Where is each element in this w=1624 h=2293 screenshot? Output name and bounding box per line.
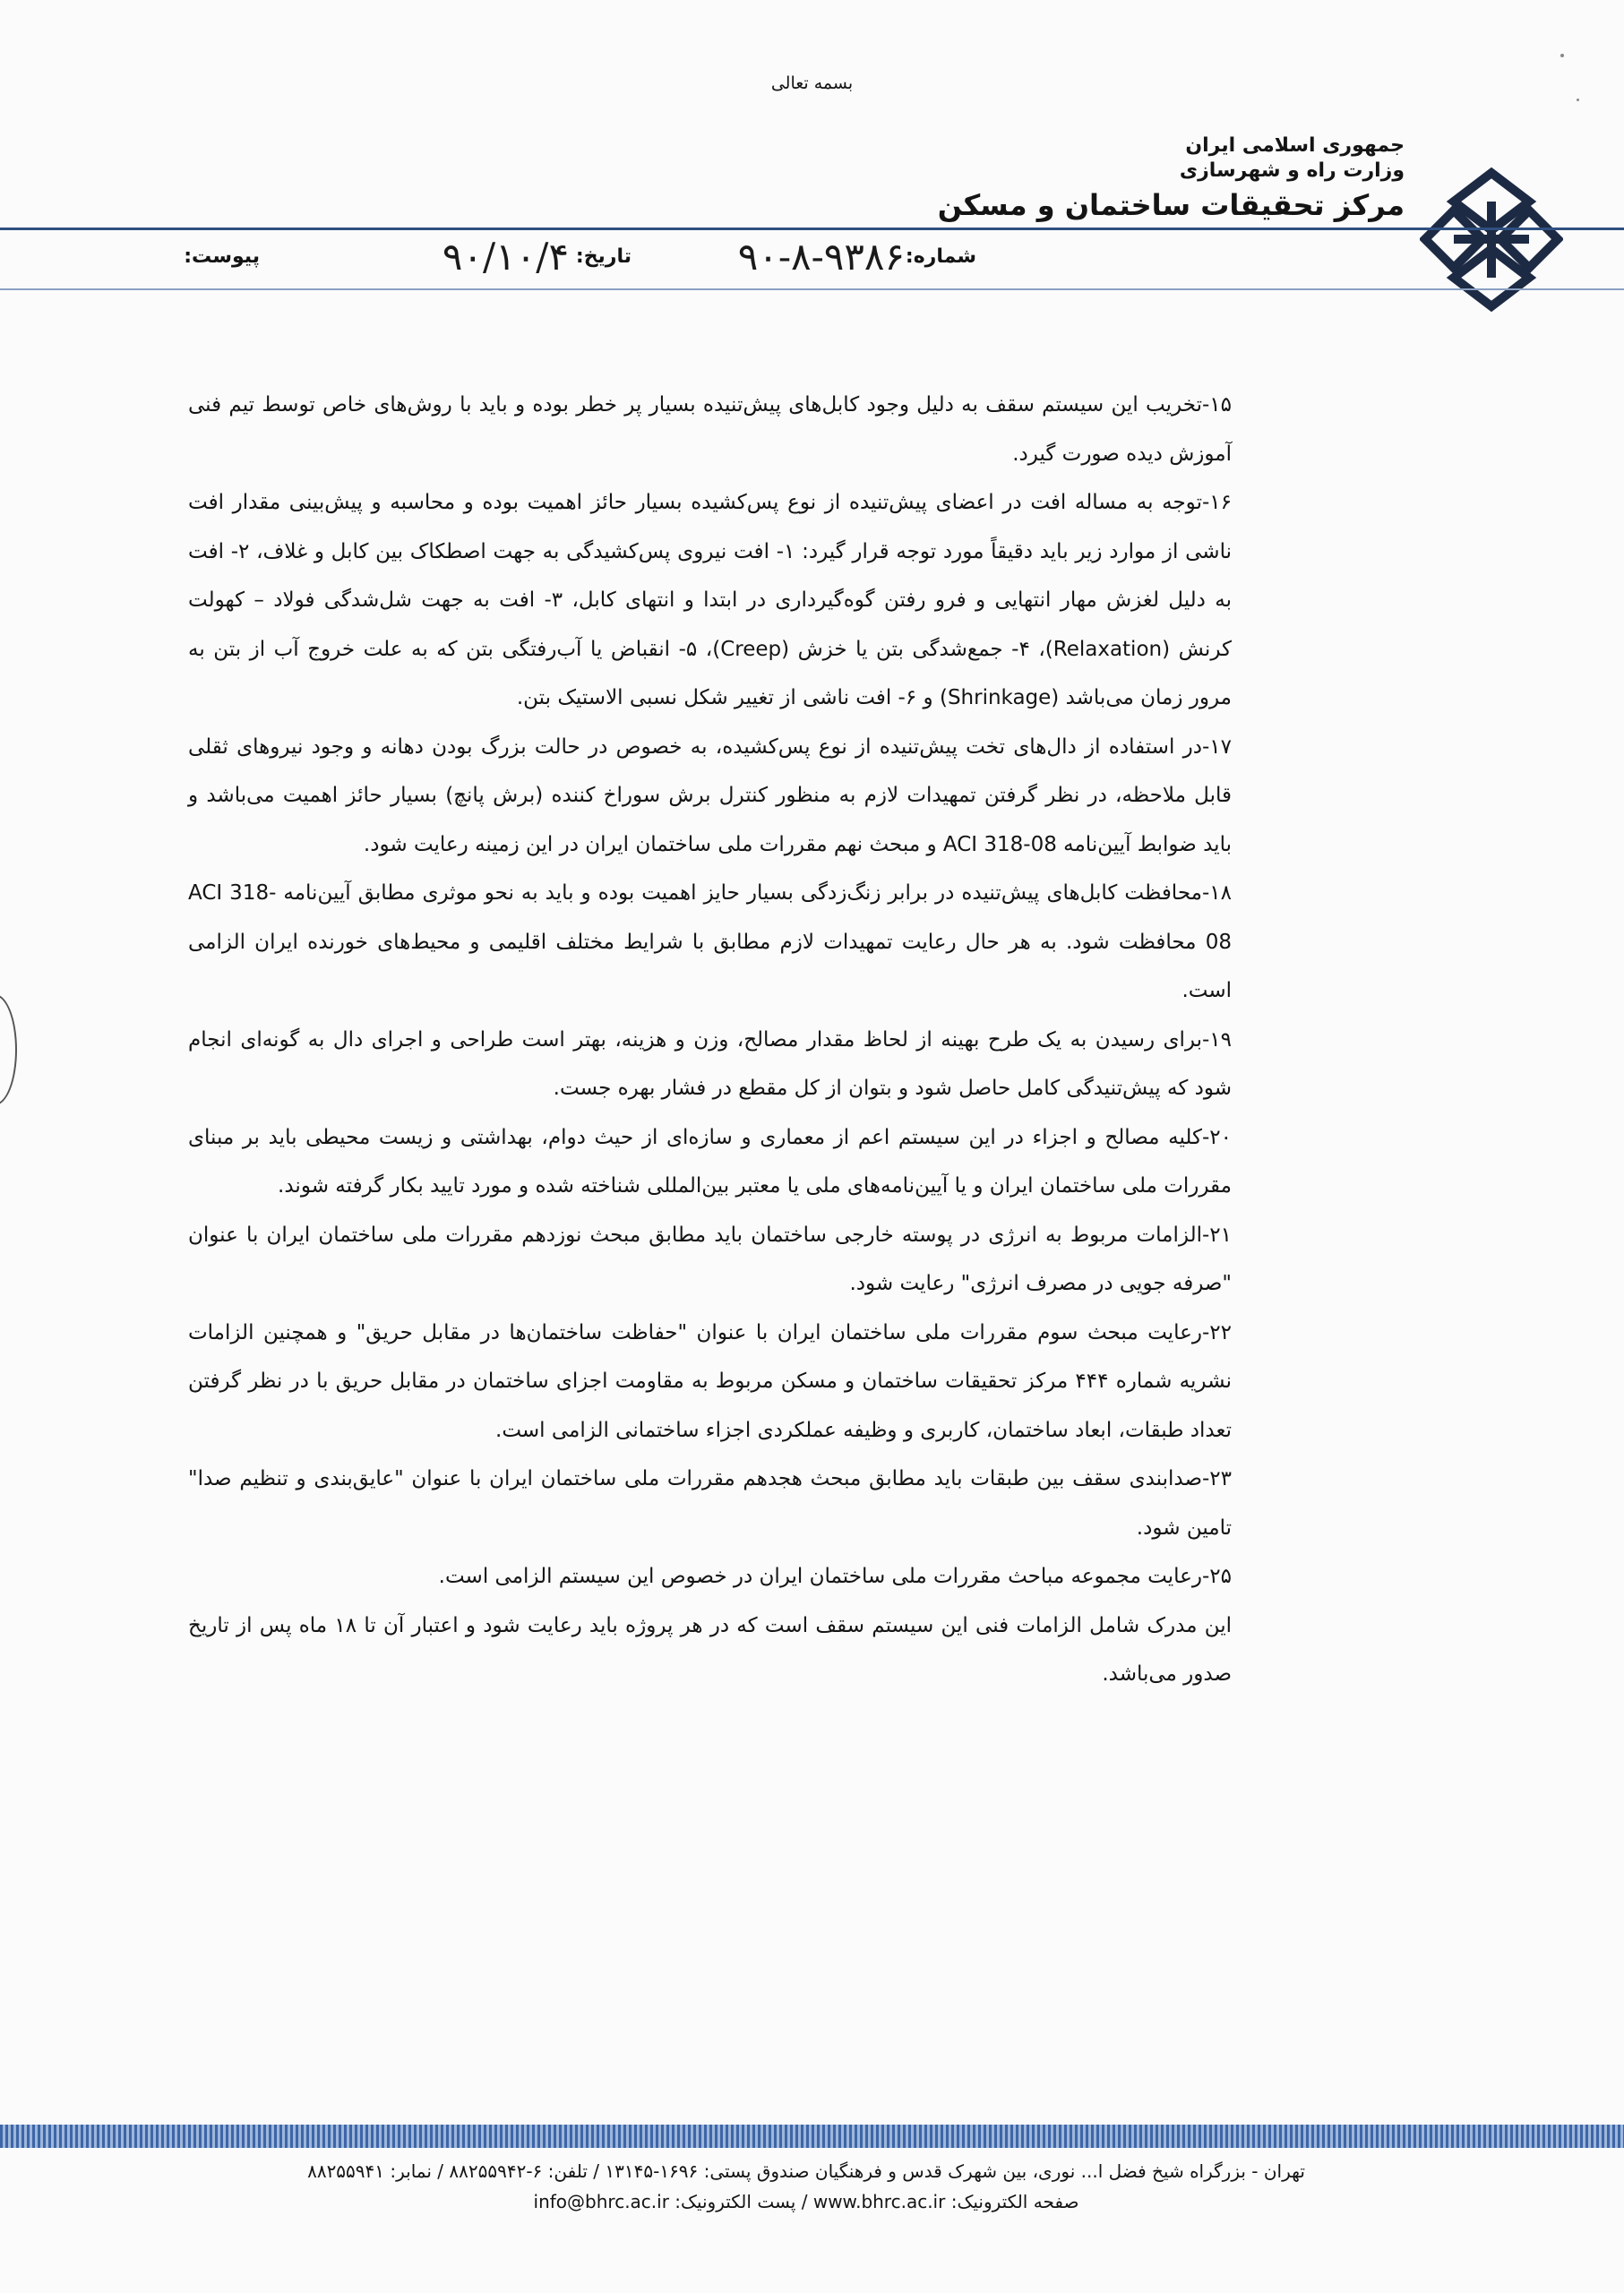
org-ministry: وزارت راه و شهرسازی	[1179, 159, 1405, 182]
clause-18: ۱۸-محافظت کابل‌های پیش‌تنیده در برابر زنگ‌زدگی بسیار حایز اهمیت بوده و باید به نحو موثری مطابق آیین‌نامه ACI 318-08 محافظت شود. به هر حال رعایت تمهیدات لازم مطابق با شرایط مختلف اقلیمی و محیط‌های خورنده ایران الزامی است.	[188, 881, 1233, 1002]
clause-16: ۱۶-توجه به مساله افت در اعضای پیش‌تنیده از نوع پس‌کشیده بسیار حائز اهمیت بوده و محاسبه و پیش‌بینی مقدار افت ناشی از موارد زیر باید دقیقاً مورد توجه قرار گیرد: ۱- افت نیروی پس‌کشیدگی به جهت اصطکاک بین کابل و غلاف، ۲- افت به دلیل لغزش مهار انتهایی و فرو رفتن گوه‌گیرداری در ابتدا و انتهای کابل، ۳- افت به جهت شل‌شدگی فولاد – کهولت کرنش (Relaxation)، ۴- جمع‌شدگی بتن یا خزش (Creep)، ۵- انقباض یا آب‌رفتگی بتن که به علت خروج آب از بتن به مرور زمان می‌باشد (Shrinkage) و ۶- افت ناشی از تغییر شکل نسبی الاستیک بتن.	[188, 491, 1232, 709]
reference-rule	[0, 288, 1624, 290]
date-label: تاریخ:	[575, 245, 632, 268]
footer-address: تهران - بزرگراه شیخ فضل ا... نوری، بین شهرک قدس و فرهنگیان صندوق پستی: ۱۶۹۶-۱۳۱۴۵ / تلفن: ۶-۸۸۲۵۵۹۴۲ / نمابر: ۸۸۲۵۵۹۴۱	[307, 2160, 1305, 2182]
web-url[interactable]: www.bhrc.ac.ir	[812, 2191, 946, 2212]
attachment-label: پیوست:	[184, 245, 260, 268]
bismillah: بسمه تعالی	[770, 73, 854, 93]
clause-23: ۲۳-صدابندی سقف بین طبقات باید مطابق مبحث هجدهم مقررات ملی ساختمان ایران با عنوان "عایق‌بندی و تنظیم صدا" تامین شود.	[188, 1467, 1232, 1540]
footer-contacts: صفحه الکترونیک: www.bhrc.ac.ir / پست الکترونیک: info@bhrc.ac.ir	[533, 2191, 1079, 2212]
clause-25: ۲۵-رعایت مجموعه مباحث مقررات ملی ساختمان ایران در خصوص این سیستم الزامی است.	[438, 1565, 1232, 1588]
clause-19: ۱۹-برای رسیدن به یک طرح بهینه از لحاظ مقدار مصالح، وزن و هزینه، بهتر است طراحی و اجرای دال به گونه‌ای انجام شود که پیش‌تنیدگی کامل حاصل شود و بتوان از کل مقطع در فشار بهره جست.	[188, 1027, 1232, 1100]
letter-body	[188, 381, 1232, 1699]
number-value: ۹۰-۸-۹۳۸۶	[737, 235, 905, 279]
scan-speck	[1577, 99, 1579, 101]
bhrc-logo-icon	[1420, 166, 1563, 313]
email-address[interactable]: info@bhrc.ac.ir	[533, 2191, 669, 2212]
date-value: ۹۰/۱۰/۴	[442, 235, 569, 279]
clause-15: ۱۵-تخریب این سیستم سقف به دلیل وجود کابل‌های پیش‌تنیده بسیار پر خطر بوده و باید با روش‌های خاص توسط تیم فنی آموزش دیده صورت گیرد.	[188, 393, 1232, 466]
validity-note: این مدرک شامل الزامات فنی این سیستم سقف است که در هر پروژه باید رعایت شود و اعتبار آن تا ۱۸ ماه پس از تاریخ صدور می‌باشد.	[188, 1613, 1233, 1686]
footer-stripe	[0, 2125, 1624, 2148]
clause-21: ۲۱-الزامات مربوط به انرژی در پوسته خارجی ساختمان باید مطابق مبحث نوزدهم مقررات ملی ساختمان ایران با عنوان "صرفه جویی در مصرف انرژی" رعایت شود.	[188, 1223, 1232, 1295]
clause-22: ۲۲-رعایت مبحث سوم مقررات ملی ساختمان ایران با عنوان "حفاظت ساختمان‌ها در مقابل حریق" و همچنین الزامات نشریه شماره ۴۴۴ مرکز تحقیقات ساختمان و مسکن مربوط به مقاومت اجزای ساختمان در مقابل حریق با در نظر گرفتن تعداد طبقات، ابعاد ساختمان، کاربری و وظیفه عملکردی اجزاء ساختمانی الزامی است.	[188, 1320, 1232, 1442]
web-label: صفحه الکترونیک:	[950, 2191, 1079, 2212]
clause-20: ۲۰-کلیه مصالح و اجزاء در این سیستم اعم از معماری و سازه‌ای از حیث دوام، بهداشتی و زیست محیطی باید بر مبنای مقررات ملی ساختمان ایران و یا آیین‌نامه‌های ملی یا معتبر بین‌المللی شناخته شده و مورد تایید بکار گرفته شوند.	[188, 1125, 1232, 1198]
org-center-title: مرکز تحقیقات ساختمان و مسکن	[937, 188, 1405, 222]
scan-hole-mark	[0, 994, 17, 1105]
email-label: پست الکترونیک:	[675, 2191, 796, 2212]
header-rule	[0, 228, 1624, 230]
scan-speck	[1560, 54, 1564, 57]
org-republic: جمهوری اسلامی ایران	[1185, 134, 1405, 157]
number-label: شماره:	[905, 245, 976, 268]
reference-row	[184, 235, 976, 288]
clause-17: ۱۷-در استفاده از دال‌های تخت پیش‌تنیده از نوع پس‌کشیده، به خصوص در حالت بزرگ بودن دهانه و وجود نیروهای ثقلی قابل ملاحظه، در نظر گرفتن تمهیدات لازم به منظور کنترل برش سوراخ کننده (برش پانچ) بسیار حائز اهمیت می‌باشد و باید ضوابط آیین‌نامه ACI 318-08 و مبحث نهم مقررات ملی ساختمان ایران در این زمینه رعایت شود.	[188, 734, 1232, 856]
